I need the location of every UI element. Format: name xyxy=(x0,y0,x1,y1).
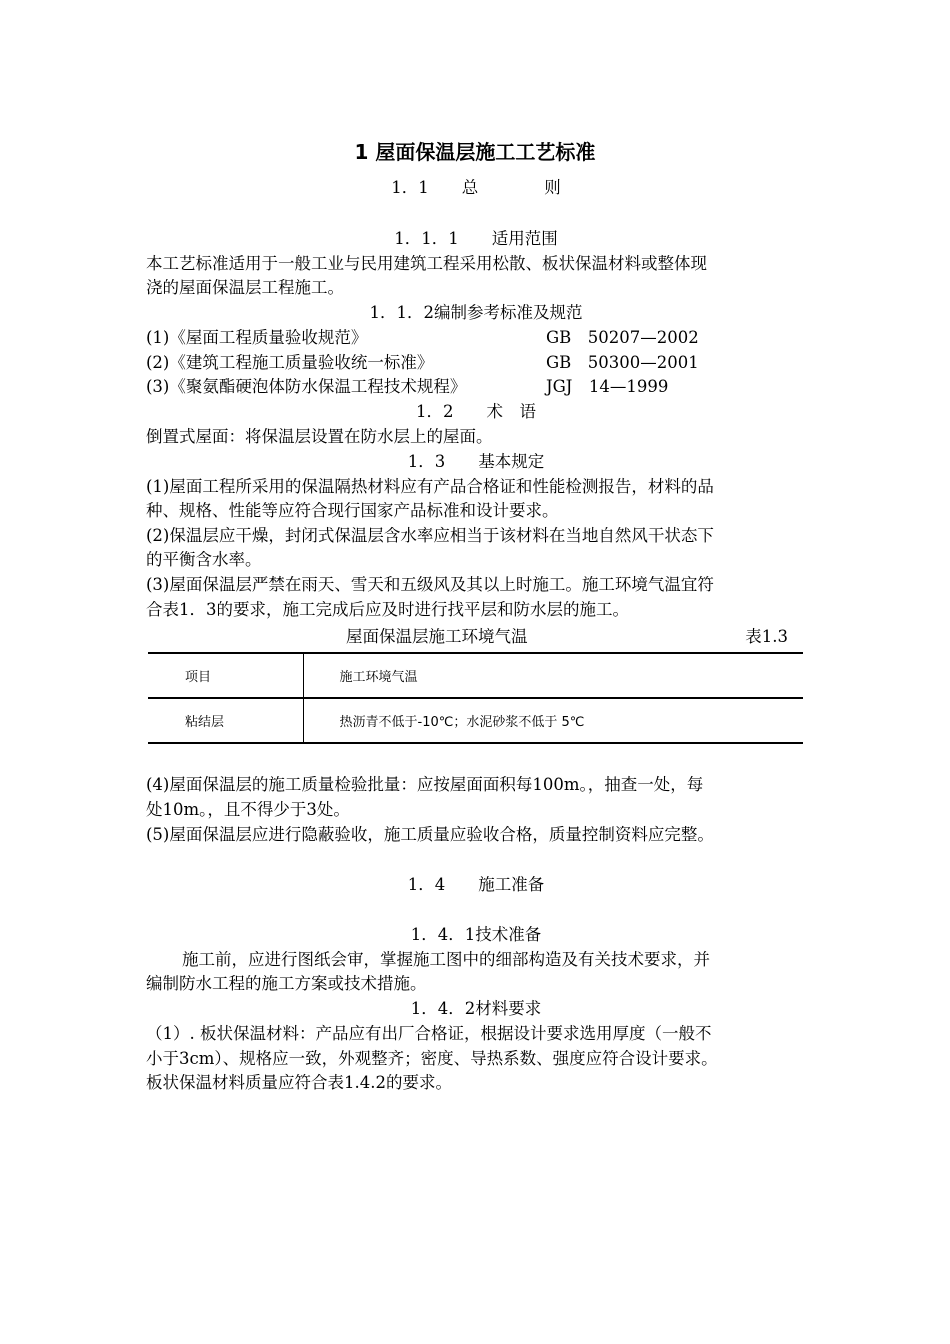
prep-line-1: 施工前，应进行图纸会审，掌握施工图中的细部构造及有关技术要求，并 xyxy=(182,950,710,969)
rule-4-line-2: 处10m。，且不得少于3处。 xyxy=(146,800,350,819)
material-line-3: 板状保温材料质量应符合表1.4.2的要求。 xyxy=(146,1073,452,1092)
document-title: 1 屋面保温层施工工艺标准 xyxy=(354,140,596,164)
table-row xyxy=(148,698,803,743)
table-cell-layer: 粘结层 xyxy=(148,698,303,743)
table-caption xyxy=(146,625,802,649)
table-header-item: 项目 xyxy=(148,653,303,698)
table-caption-number: 表1.3 xyxy=(745,627,788,646)
reference-code-3: JGJ 14—1999 xyxy=(546,377,669,396)
section-heading-1-1-2: 1．1．2编制参考标准及规范 xyxy=(369,303,583,322)
table-header-temperature: 施工环境气温 xyxy=(303,653,803,698)
environment-temperature-table xyxy=(148,652,803,744)
reference-name-3: (3)《聚氨酯硬泡体防水保温工程技术规程》 xyxy=(146,377,467,396)
section-heading-1-1-1: 1．1．1 适用范围 xyxy=(394,229,558,248)
term-definition: 倒置式屋面：将保温层设置在防水层上的屋面。 xyxy=(146,427,493,446)
prep-line-2: 编制防水工程的施工方案或技术措施。 xyxy=(146,974,427,993)
rule-3-line-1: (3)屋面保温层严禁在雨天、雪天和五级风及其以上时施工。施工环境气温宜符 xyxy=(146,575,714,594)
material-line-2: 小于3cm）、规格应一致，外观整齐；密度、导热系数、强度应符合设计要求。 xyxy=(146,1049,718,1068)
rule-4-line-1: (4)屋面保温层的施工质量检验批量：应按屋面面积每100m。，抽查一处，每 xyxy=(146,775,704,794)
table-caption-title: 屋面保温层施工环境气温 xyxy=(346,627,528,646)
rule-3-line-2: 合表1．3的要求，施工完成后应及时进行找平层和防水层的施工。 xyxy=(146,600,629,619)
rule-2-line-2: 的平衡含水率。 xyxy=(146,550,262,569)
material-line-1: （1）. 板状保温材料：产品应有出厂合格证，根据设计要求选用厚度（一般不 xyxy=(146,1024,712,1043)
section-heading-1-4-1: 1．4．1技术准备 xyxy=(410,925,542,944)
rule-2-line-1: (2)保温层应干燥，封闭式保温层含水率应相当于该材料在当地自然风干状态下 xyxy=(146,526,714,545)
rule-5: (5)屋面保温层应进行隐蔽验收，施工质量应验收合格，质量控制资料应完整。 xyxy=(146,825,714,844)
table-cell-temperature: 热沥青不低于-10℃；水泥砂浆不低于 5℃ xyxy=(303,698,803,743)
reference-code-2: GB 50300—2001 xyxy=(546,353,699,372)
rule-1-line-1: (1)屋面工程所采用的保温隔热材料应有产品合格证和性能检测报告，材料的品 xyxy=(146,477,714,496)
section-heading-1-4-2: 1．4．2材料要求 xyxy=(410,999,542,1018)
section-heading-1-1: 1．1 总 则 xyxy=(391,178,561,197)
section-heading-1-3: 1．3 基本规定 xyxy=(407,452,545,471)
reference-code-1: GB 50207—2002 xyxy=(546,328,699,347)
rule-1-line-2: 种、规格、性能等应符合现行国家产品标准和设计要求。 xyxy=(146,501,559,520)
scope-paragraph-line-2: 浇的屋面保温层工程施工。 xyxy=(146,278,344,297)
section-heading-1-4: 1．4 施工准备 xyxy=(407,875,545,894)
scope-paragraph-line-1: 本工艺标准适用于一般工业与民用建筑工程采用松散、板状保温材料或整体现 xyxy=(146,254,707,273)
reference-name-1: (1)《屋面工程质量验收规范》 xyxy=(146,328,368,347)
section-heading-1-2: 1．2 术 语 xyxy=(416,402,536,421)
table-header-row xyxy=(148,653,803,698)
reference-name-2: (2)《建筑工程施工质量验收统一标准》 xyxy=(146,353,434,372)
